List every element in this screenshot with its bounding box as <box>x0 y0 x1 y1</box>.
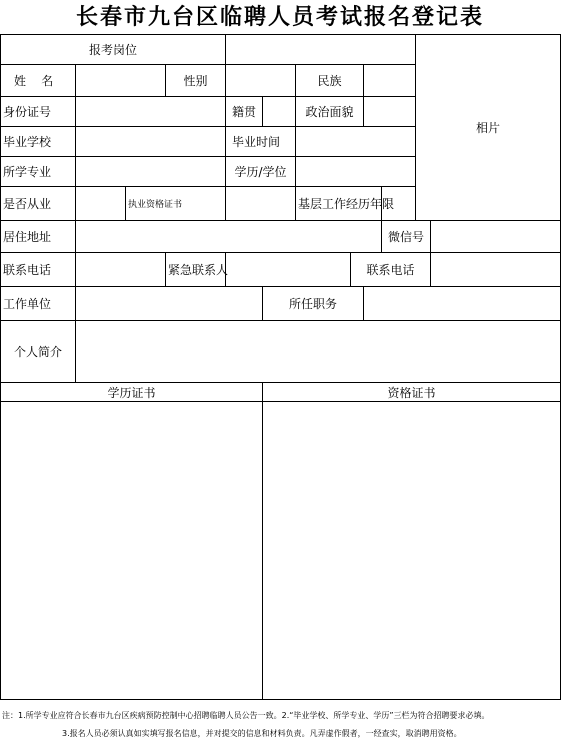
label-employer: 工作单位 <box>1 287 76 321</box>
input-position[interactable] <box>226 35 416 65</box>
label-edu-cert: 学历证书 <box>1 383 263 402</box>
registration-form-table <box>0 34 561 700</box>
input-phone-2[interactable] <box>431 253 561 287</box>
label-name: 姓 名 <box>1 65 76 97</box>
label-intro: 个人简介 <box>1 321 76 383</box>
edu-cert-area[interactable] <box>1 402 263 700</box>
label-phone-2: 联系电话 <box>351 253 431 287</box>
input-intro[interactable] <box>76 321 561 383</box>
input-education-degree[interactable] <box>296 157 416 187</box>
input-graduation-time[interactable] <box>296 127 416 157</box>
input-graduate-school[interactable] <box>76 127 226 157</box>
label-graduate-school: 毕业学校 <box>1 127 76 157</box>
form-title: 长春市九台区临聘人员考试报名登记表 <box>75 4 484 30</box>
note-1: 注：1.所学专业应符合长春市九台区疾病预防控制中心招聘临聘人员公告一致。2.“毕业学校、所学专业、学历”三栏为符合招聘要求必填。 <box>2 711 490 720</box>
label-qual-cert: 资格证书 <box>263 383 561 402</box>
input-current-post[interactable] <box>364 287 561 321</box>
label-photo: 相片 <box>476 121 501 135</box>
label-emergency-contact: 紧急联系人 <box>166 253 226 287</box>
label-native-place: 籍贯 <box>226 97 263 127</box>
input-phone[interactable] <box>76 253 166 287</box>
label-id-number: 身份证号 <box>1 97 76 127</box>
input-id-number[interactable] <box>76 97 226 127</box>
input-wechat[interactable] <box>431 221 561 253</box>
label-gender: 性别 <box>166 65 226 97</box>
input-ethnicity[interactable] <box>364 65 416 97</box>
label-address: 居住地址 <box>1 221 76 253</box>
label-position: 报考岗位 <box>1 35 226 65</box>
input-name[interactable] <box>76 65 166 97</box>
label-graduation-time: 毕业时间 <box>226 127 296 157</box>
label-political-status: 政治面貌 <box>296 97 364 127</box>
input-gender[interactable] <box>226 65 296 97</box>
note-2: 3.报名人员必须认真如实填写报名信息，并对提交的信息和材料负责。凡弄虚作假者，一经查实，取消聘用资格。 <box>62 729 462 738</box>
label-engaged-in: 是否从业 <box>1 187 76 221</box>
label-current-post: 所任职务 <box>263 287 364 321</box>
label-grassroots-years: 基层工作经历年限 <box>296 187 382 221</box>
input-major[interactable] <box>76 157 226 187</box>
input-native-place[interactable] <box>263 97 296 127</box>
label-wechat: 微信号 <box>382 221 431 253</box>
label-phone: 联系电话 <box>1 253 76 287</box>
input-employer[interactable] <box>76 287 263 321</box>
input-political-status[interactable] <box>364 97 416 127</box>
input-emergency-contact[interactable] <box>226 253 351 287</box>
input-engaged-in[interactable] <box>76 187 126 221</box>
label-license-cert: 执业资格证书 <box>126 187 226 221</box>
qual-cert-area[interactable] <box>263 402 561 700</box>
label-ethnicity: 民族 <box>296 65 364 97</box>
label-education-degree: 学历/学位 <box>226 157 296 187</box>
notes <box>0 710 560 746</box>
input-license-cert[interactable] <box>226 187 296 221</box>
photo-box[interactable] <box>416 35 561 221</box>
label-major: 所学专业 <box>1 157 76 187</box>
input-address[interactable] <box>76 221 382 253</box>
